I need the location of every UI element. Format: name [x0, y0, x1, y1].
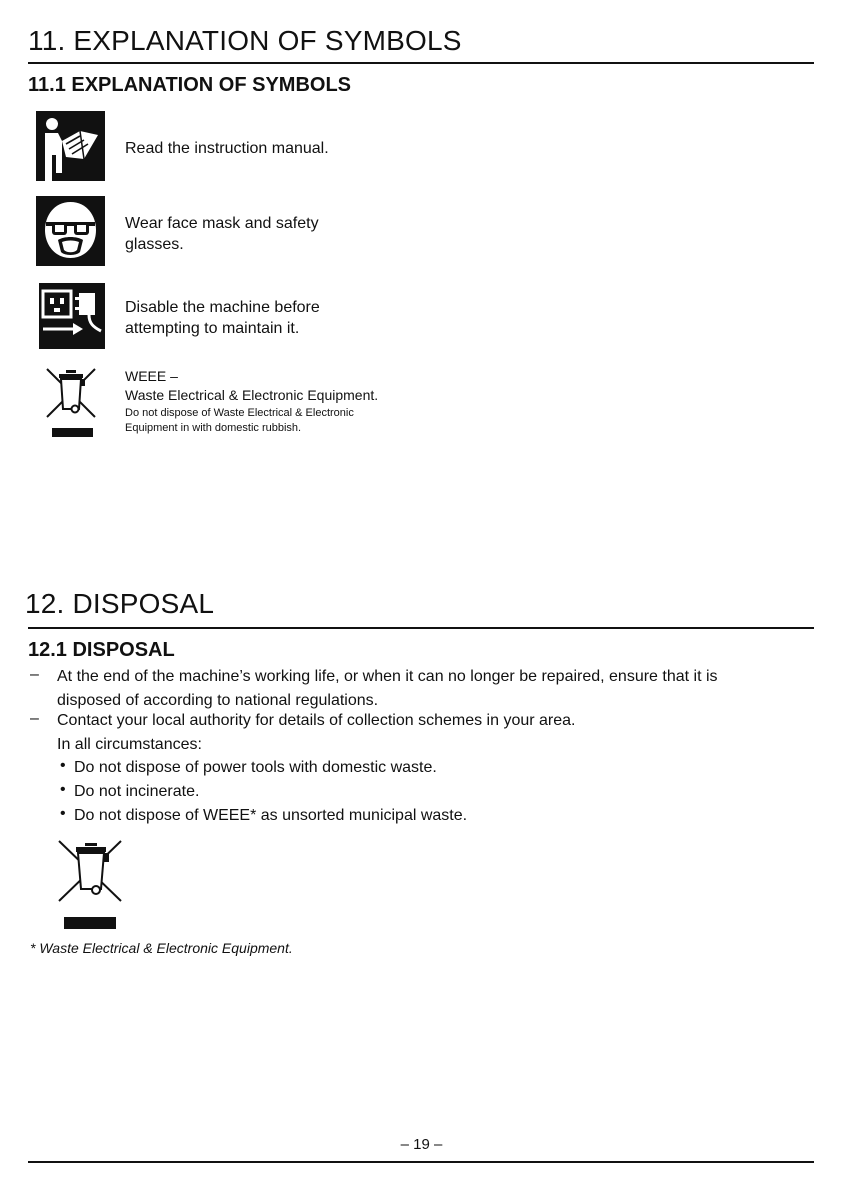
- bullet-marker-3: •: [60, 805, 66, 822]
- symbol-3-line-1: Disable the machine before: [125, 299, 320, 316]
- dash-marker-2: –: [30, 710, 39, 727]
- weee-bar: [52, 428, 93, 437]
- symbol-2-line-2: glasses.: [125, 236, 184, 253]
- symbol-4-text: [125, 367, 378, 436]
- disposal-item-1-line-2: disposed of according to national regulations.: [57, 691, 379, 709]
- dash-marker-1: –: [30, 666, 39, 683]
- read-manual-icon: [36, 111, 105, 181]
- weee-bar-large: [64, 917, 116, 929]
- page-number: – 19 –: [400, 1136, 443, 1153]
- section-11-rule: [28, 62, 814, 64]
- bullet-item-1: Do not dispose of power tools with domestic waste.: [74, 759, 437, 776]
- symbol-2-text: [125, 213, 319, 255]
- footer-rule: [28, 1161, 814, 1163]
- section-12-rule: [28, 627, 814, 629]
- disposal-item-2: Contact your local authority for details of collection schemes in your area.: [57, 712, 576, 729]
- disposal-item-1: [57, 665, 817, 712]
- section-12-title: 12. DISPOSAL: [25, 588, 215, 619]
- symbol-1-text: Read the instruction manual.: [125, 140, 329, 157]
- footnote: * Waste Electrical & Electronic Equipment.: [30, 940, 293, 956]
- symbol-3-line-2: attempting to maintain it.: [125, 320, 300, 337]
- symbol-4-note-1: Do not dispose of Waste Electrical & Electronic: [125, 407, 354, 419]
- section-12-subtitle: 12.1 DISPOSAL: [28, 639, 175, 661]
- weee-bin-icon: [43, 365, 99, 421]
- bullet-item-2: Do not incinerate.: [74, 783, 200, 800]
- circumstances-label: In all circumstances:: [57, 736, 202, 753]
- section-11-title: 11. EXPLANATION OF SYMBOLS: [28, 25, 462, 56]
- symbol-4-line-2: Waste Electrical & Electronic Equipment.: [125, 387, 379, 403]
- symbol-2-line-1: Wear face mask and safety: [125, 215, 319, 232]
- bullet-item-3: Do not dispose of WEEE* as unsorted municipal waste.: [74, 807, 468, 824]
- face-mask-glasses-icon: [36, 196, 105, 266]
- bullet-marker-2: •: [60, 781, 66, 798]
- symbol-4-note-2: Equipment in with domestic rubbish.: [125, 422, 302, 434]
- disposal-item-1-line-1: At the end of the machine’s working life, or when it can no longer be repaired, ensure that it is: [57, 668, 718, 685]
- symbol-3-text: [125, 297, 320, 339]
- section-11-subtitle: 11.1 EXPLANATION OF SYMBOLS: [28, 74, 352, 96]
- weee-bin-icon-large: [55, 837, 125, 905]
- bullet-marker-1: •: [60, 757, 66, 774]
- symbol-4-line-1: WEEE –: [125, 368, 178, 384]
- disconnect-power-icon: [39, 283, 105, 349]
